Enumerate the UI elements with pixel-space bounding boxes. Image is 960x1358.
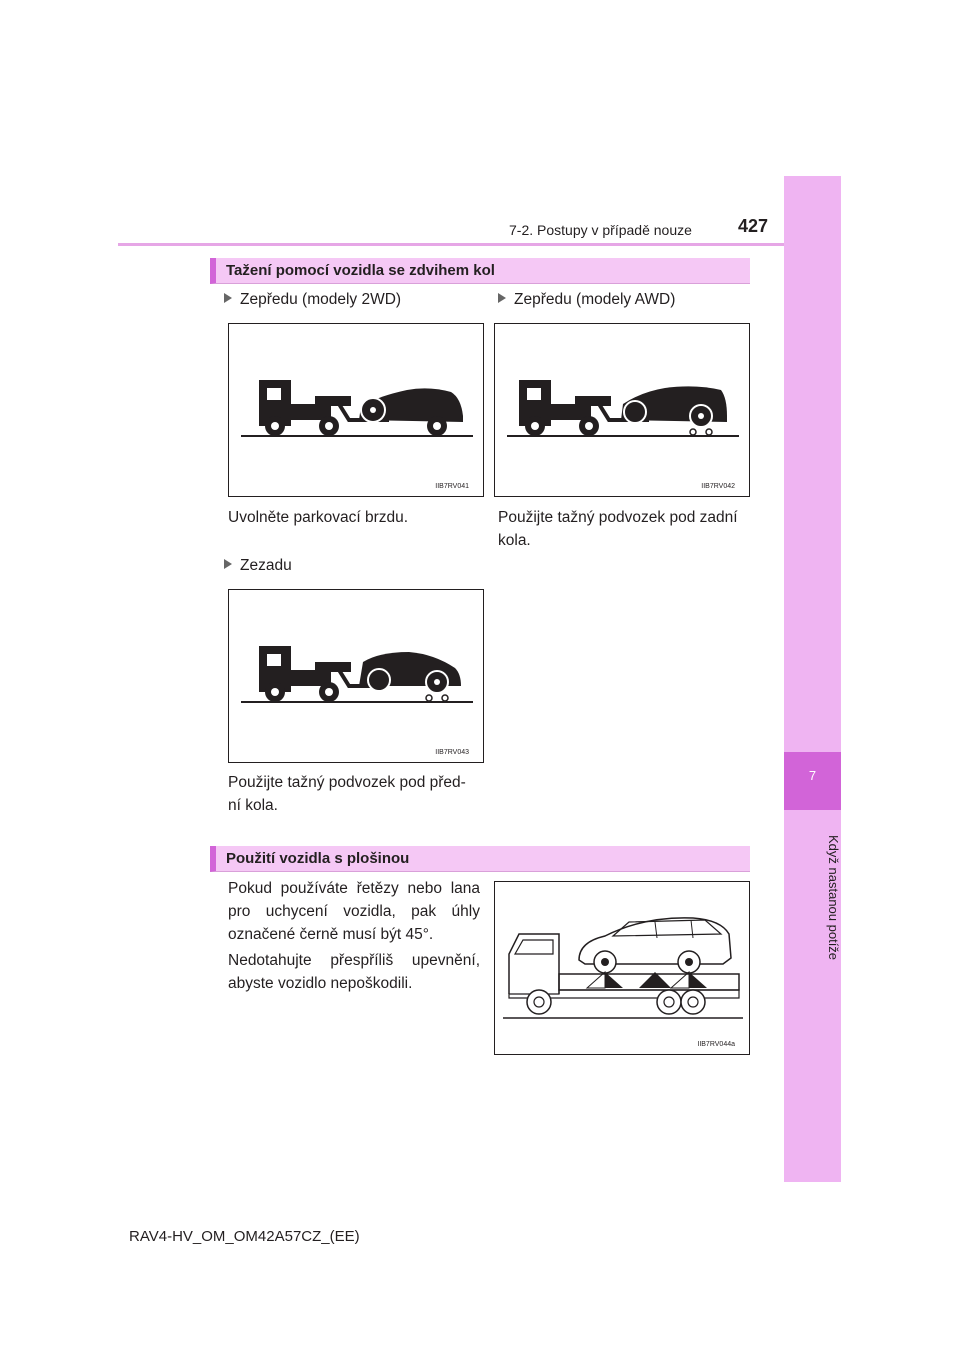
flatbed-paragraph1-line3: označené černě musí být 45°. [228,926,434,943]
chapter-title: Když nastanou potíže [826,835,841,961]
figure-code: IIB7RV041 [435,483,469,490]
figure-tow-front-awd [494,323,750,497]
page-number: 427 [738,216,769,236]
caption-front-2wd: Uvolněte parkovací brzdu. [228,509,409,526]
chapter-side-tab [784,176,841,1182]
item-label-text: Zepředu (modely AWD) [514,291,676,308]
section-heading-text: Tažení pomocí vozidla se zdvihem kol [226,262,495,279]
chapter-title-wrap [784,818,841,978]
figure-tow-rear [228,589,484,763]
section-heading-flatbed [210,846,750,872]
header-section-title: 7-2. Postupy v případě nouze [509,222,692,238]
document-id-footer: RAV4-HV_OM_OM42A57CZ_(EE) [129,1228,360,1245]
bullet-arrow-icon [224,293,232,303]
item-label-front-awd [498,291,675,309]
flatbed-paragraph1-line2: pro uchycení vozidla, pak úhly [228,903,480,920]
figure-flatbed [494,881,750,1055]
caption-front-awd-line2: kola. [498,532,531,549]
caption-rear-line1: Použijte tažný podvozek pod před- [228,774,466,791]
section-heading-text: Použití vozidla s plošinou [226,850,410,867]
bullet-arrow-icon [498,293,506,303]
figure-code: IIB7RV043 [435,749,469,756]
bullet-arrow-icon [224,559,232,569]
figure-tow-front-2wd [228,323,484,497]
flatbed-paragraph1-line1: Pokud používáte řetězy nebo lana [228,880,480,897]
figure-code: IIB7RV044a [697,1041,735,1048]
item-label-rear [224,557,292,575]
item-label-text: Zepředu (modely 2WD) [240,291,402,308]
caption-rear-line2: ní kola. [228,797,278,814]
flatbed-paragraph2-line1: Nedotahujte přespříliš upevnění, [228,952,480,969]
item-label-front-2wd [224,291,401,309]
section-heading-wheel-lift [210,258,750,284]
tow-truck-front-2wd-illustration [229,324,485,498]
tow-truck-front-awd-illustration [495,324,751,498]
item-label-text: Zezadu [240,557,292,574]
caption-front-awd-line1: Použijte tažný podvozek pod zadní [498,509,738,526]
header-rule [118,243,784,246]
chapter-number: 7 [808,768,817,783]
figure-code: IIB7RV042 [701,483,735,490]
tow-truck-rear-illustration [229,590,485,764]
flatbed-paragraph2-line2: abyste vozidlo nepoškodili. [228,975,413,992]
flatbed-truck-illustration [495,882,751,1056]
